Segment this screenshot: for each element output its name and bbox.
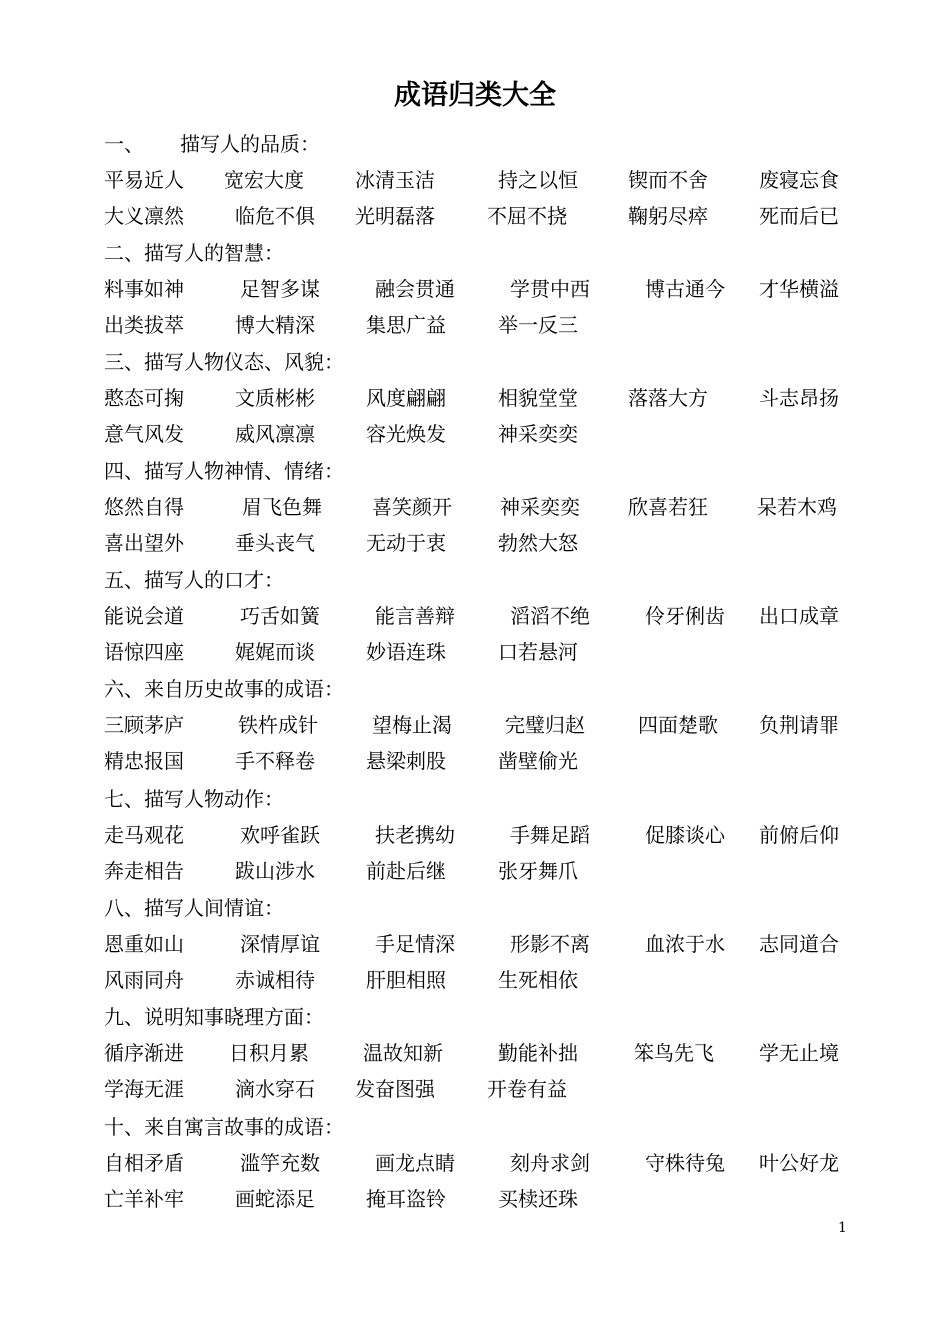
idiom-item: 形影不离 bbox=[510, 932, 590, 956]
idiom-item: 欢呼雀跃 bbox=[240, 823, 320, 847]
idiom-item: 扶老携幼 bbox=[375, 823, 455, 847]
section-number: 七、 bbox=[104, 787, 144, 811]
idiom-item: 融会贯通 bbox=[375, 277, 455, 301]
idiom-item: 冰清玉洁 bbox=[355, 168, 435, 192]
idiom-item: 落落大方 bbox=[628, 386, 708, 410]
section-heading bbox=[104, 566, 284, 594]
section-heading bbox=[104, 1113, 344, 1141]
idiom-row bbox=[0, 529, 950, 559]
idiom-item: 赤诚相待 bbox=[235, 968, 315, 992]
idiom-item: 斗志昂扬 bbox=[759, 386, 839, 410]
idiom-row bbox=[0, 1185, 950, 1215]
idiom-item: 滥竽充数 bbox=[240, 1151, 320, 1175]
idiom-item: 文质彬彬 bbox=[235, 386, 315, 410]
idiom-item: 垂头丧气 bbox=[235, 531, 315, 555]
idiom-item: 深情厚谊 bbox=[240, 932, 320, 956]
idiom-item: 举一反三 bbox=[498, 313, 578, 337]
idiom-item: 生死相依 bbox=[498, 968, 578, 992]
idiom-item: 学无止境 bbox=[759, 1041, 839, 1065]
idiom-item: 守株待兔 bbox=[645, 1151, 725, 1175]
idiom-item: 容光焕发 bbox=[366, 422, 446, 446]
section-number: 六、 bbox=[104, 677, 144, 701]
idiom-item: 温故知新 bbox=[363, 1041, 443, 1065]
section-number: 二、 bbox=[104, 241, 144, 265]
idiom-item: 前赴后继 bbox=[366, 859, 446, 883]
idiom-item: 叶公好龙 bbox=[759, 1151, 839, 1175]
idiom-item: 才华横溢 bbox=[759, 277, 839, 301]
idiom-item: 悬梁刺股 bbox=[366, 749, 446, 773]
idiom-item: 博大精深 bbox=[235, 313, 315, 337]
idiom-row bbox=[0, 747, 950, 777]
idiom-item: 刻舟求剑 bbox=[510, 1151, 590, 1175]
idiom-row bbox=[0, 1039, 950, 1069]
idiom-row bbox=[0, 638, 950, 668]
idiom-item: 笨鸟先飞 bbox=[634, 1041, 714, 1065]
idiom-item: 妙语连珠 bbox=[366, 640, 446, 664]
idiom-item: 料事如神 bbox=[104, 277, 184, 301]
idiom-item: 宽宏大度 bbox=[224, 168, 304, 192]
idiom-item: 意气风发 bbox=[104, 422, 184, 446]
section-label: 描写人的品质： bbox=[180, 132, 320, 156]
idiom-row bbox=[0, 966, 950, 996]
idiom-item: 集思广益 bbox=[366, 313, 446, 337]
idiom-item: 废寝忘食 bbox=[759, 168, 839, 192]
section-heading bbox=[104, 239, 284, 267]
idiom-row bbox=[0, 821, 950, 851]
idiom-item: 发奋图强 bbox=[355, 1077, 435, 1101]
idiom-item: 手足情深 bbox=[375, 932, 455, 956]
idiom-item: 死而后已 bbox=[759, 204, 839, 228]
document-title: 成语归类大全 bbox=[394, 80, 556, 111]
section-label: 描写人间情谊： bbox=[144, 896, 284, 920]
idiom-row bbox=[0, 602, 950, 632]
idiom-row bbox=[0, 493, 950, 523]
section-number: 一、 bbox=[104, 132, 144, 156]
page-number: 1 bbox=[838, 1220, 847, 1236]
idiom-item: 相貌堂堂 bbox=[498, 386, 578, 410]
idiom-item: 出口成章 bbox=[759, 604, 839, 628]
idiom-item: 手不释卷 bbox=[235, 749, 315, 773]
idiom-item: 画蛇添足 bbox=[235, 1187, 315, 1211]
idiom-item: 完璧归赵 bbox=[505, 713, 585, 737]
idiom-item: 掩耳盗铃 bbox=[366, 1187, 446, 1211]
section-label: 描写人的口才： bbox=[144, 568, 284, 592]
idiom-row bbox=[0, 420, 950, 450]
section-label: 来自寓言故事的成语： bbox=[144, 1115, 344, 1139]
section-heading bbox=[104, 785, 284, 813]
idiom-item: 光明磊落 bbox=[355, 204, 435, 228]
section-number: 四、 bbox=[104, 459, 144, 483]
idiom-item: 神采奕奕 bbox=[498, 422, 578, 446]
idiom-item: 临危不俱 bbox=[235, 204, 315, 228]
idiom-item: 风雨同舟 bbox=[104, 968, 184, 992]
idiom-item: 呆若木鸡 bbox=[757, 495, 837, 519]
section-label: 描写人物动作： bbox=[144, 787, 284, 811]
idiom-item: 滴水穿石 bbox=[235, 1077, 315, 1101]
idiom-item: 鞠躬尽瘁 bbox=[628, 204, 708, 228]
idiom-item: 血浓于水 bbox=[645, 932, 725, 956]
section-number: 三、 bbox=[104, 350, 144, 374]
idiom-item: 四面楚歌 bbox=[638, 713, 718, 737]
idiom-item: 能说会道 bbox=[104, 604, 184, 628]
idiom-item: 滔滔不绝 bbox=[510, 604, 590, 628]
idiom-item: 奔走相告 bbox=[104, 859, 184, 883]
idiom-item: 巧舌如簧 bbox=[240, 604, 320, 628]
idiom-item: 勤能补拙 bbox=[498, 1041, 578, 1065]
idiom-item: 能言善辩 bbox=[375, 604, 455, 628]
idiom-row bbox=[0, 202, 950, 232]
section-heading bbox=[104, 894, 284, 922]
idiom-item: 志同道合 bbox=[759, 932, 839, 956]
section-heading bbox=[104, 130, 320, 158]
section-heading bbox=[104, 1003, 324, 1031]
idiom-item: 不屈不挠 bbox=[487, 204, 567, 228]
idiom-item: 喜出望外 bbox=[104, 531, 184, 555]
section-number: 十、 bbox=[104, 1115, 144, 1139]
idiom-item: 凿壁偷光 bbox=[498, 749, 578, 773]
idiom-item: 风度翩翩 bbox=[366, 386, 446, 410]
idiom-item: 学海无涯 bbox=[104, 1077, 184, 1101]
section-number: 九、 bbox=[104, 1005, 144, 1029]
section-label: 描写人物仪态、风貌： bbox=[144, 350, 344, 374]
idiom-item: 持之以恒 bbox=[498, 168, 578, 192]
idiom-row bbox=[0, 384, 950, 414]
idiom-item: 开卷有益 bbox=[487, 1077, 567, 1101]
idiom-item: 精忠报国 bbox=[104, 749, 184, 773]
idiom-row bbox=[0, 166, 950, 196]
idiom-item: 手舞足蹈 bbox=[510, 823, 590, 847]
idiom-item: 画龙点睛 bbox=[375, 1151, 455, 1175]
idiom-item: 语惊四座 bbox=[104, 640, 184, 664]
idiom-item: 买椟还珠 bbox=[498, 1187, 578, 1211]
idiom-item: 大义凛然 bbox=[104, 204, 184, 228]
idiom-row bbox=[0, 275, 950, 305]
idiom-row bbox=[0, 711, 950, 741]
idiom-item: 日积月累 bbox=[229, 1041, 309, 1065]
section-number: 五、 bbox=[104, 568, 144, 592]
section-heading bbox=[104, 457, 344, 485]
idiom-item: 口若悬河 bbox=[498, 640, 578, 664]
section-heading bbox=[104, 348, 344, 376]
idiom-item: 眉飞色舞 bbox=[242, 495, 322, 519]
idiom-item: 无动于衷 bbox=[366, 531, 446, 555]
idiom-item: 促膝谈心 bbox=[645, 823, 725, 847]
idiom-item: 跋山涉水 bbox=[235, 859, 315, 883]
idiom-item: 憨态可掬 bbox=[104, 386, 184, 410]
idiom-item: 悠然自得 bbox=[104, 495, 184, 519]
section-label: 描写人的智慧： bbox=[144, 241, 284, 265]
section-heading bbox=[104, 675, 344, 703]
idiom-item: 博古通今 bbox=[645, 277, 725, 301]
idiom-row bbox=[0, 1075, 950, 1105]
idiom-item: 自相矛盾 bbox=[104, 1151, 184, 1175]
idiom-row bbox=[0, 1149, 950, 1179]
idiom-item: 肝胆相照 bbox=[366, 968, 446, 992]
idiom-item: 三顾茅庐 bbox=[104, 713, 184, 737]
idiom-item: 负荆请罪 bbox=[759, 713, 839, 737]
idiom-item: 循序渐进 bbox=[104, 1041, 184, 1065]
section-number: 八、 bbox=[104, 896, 144, 920]
idiom-item: 恩重如山 bbox=[104, 932, 184, 956]
idiom-item: 望梅止渴 bbox=[372, 713, 452, 737]
idiom-item: 欣喜若狂 bbox=[628, 495, 708, 519]
idiom-row bbox=[0, 857, 950, 887]
idiom-item: 勃然大怒 bbox=[498, 531, 578, 555]
idiom-row bbox=[0, 930, 950, 960]
idiom-row bbox=[0, 311, 950, 341]
idiom-item: 前俯后仰 bbox=[759, 823, 839, 847]
section-label: 来自历史故事的成语： bbox=[144, 677, 344, 701]
idiom-item: 伶牙俐齿 bbox=[645, 604, 725, 628]
idiom-item: 锲而不舍 bbox=[628, 168, 708, 192]
idiom-item: 铁杵成针 bbox=[238, 713, 318, 737]
idiom-item: 学贯中西 bbox=[510, 277, 590, 301]
idiom-item: 神采奕奕 bbox=[500, 495, 580, 519]
idiom-item: 平易近人 bbox=[104, 168, 184, 192]
idiom-item: 出类拔萃 bbox=[104, 313, 184, 337]
idiom-item: 威风凛凛 bbox=[235, 422, 315, 446]
idiom-item: 喜笑颜开 bbox=[372, 495, 452, 519]
idiom-item: 娓娓而谈 bbox=[235, 640, 315, 664]
idiom-item: 张牙舞爪 bbox=[498, 859, 578, 883]
idiom-item: 亡羊补牢 bbox=[104, 1187, 184, 1211]
idiom-item: 走马观花 bbox=[104, 823, 184, 847]
idiom-item: 足智多谋 bbox=[240, 277, 320, 301]
section-label: 说明知事晓理方面： bbox=[144, 1005, 324, 1029]
section-label: 描写人物神情、情绪： bbox=[144, 459, 344, 483]
